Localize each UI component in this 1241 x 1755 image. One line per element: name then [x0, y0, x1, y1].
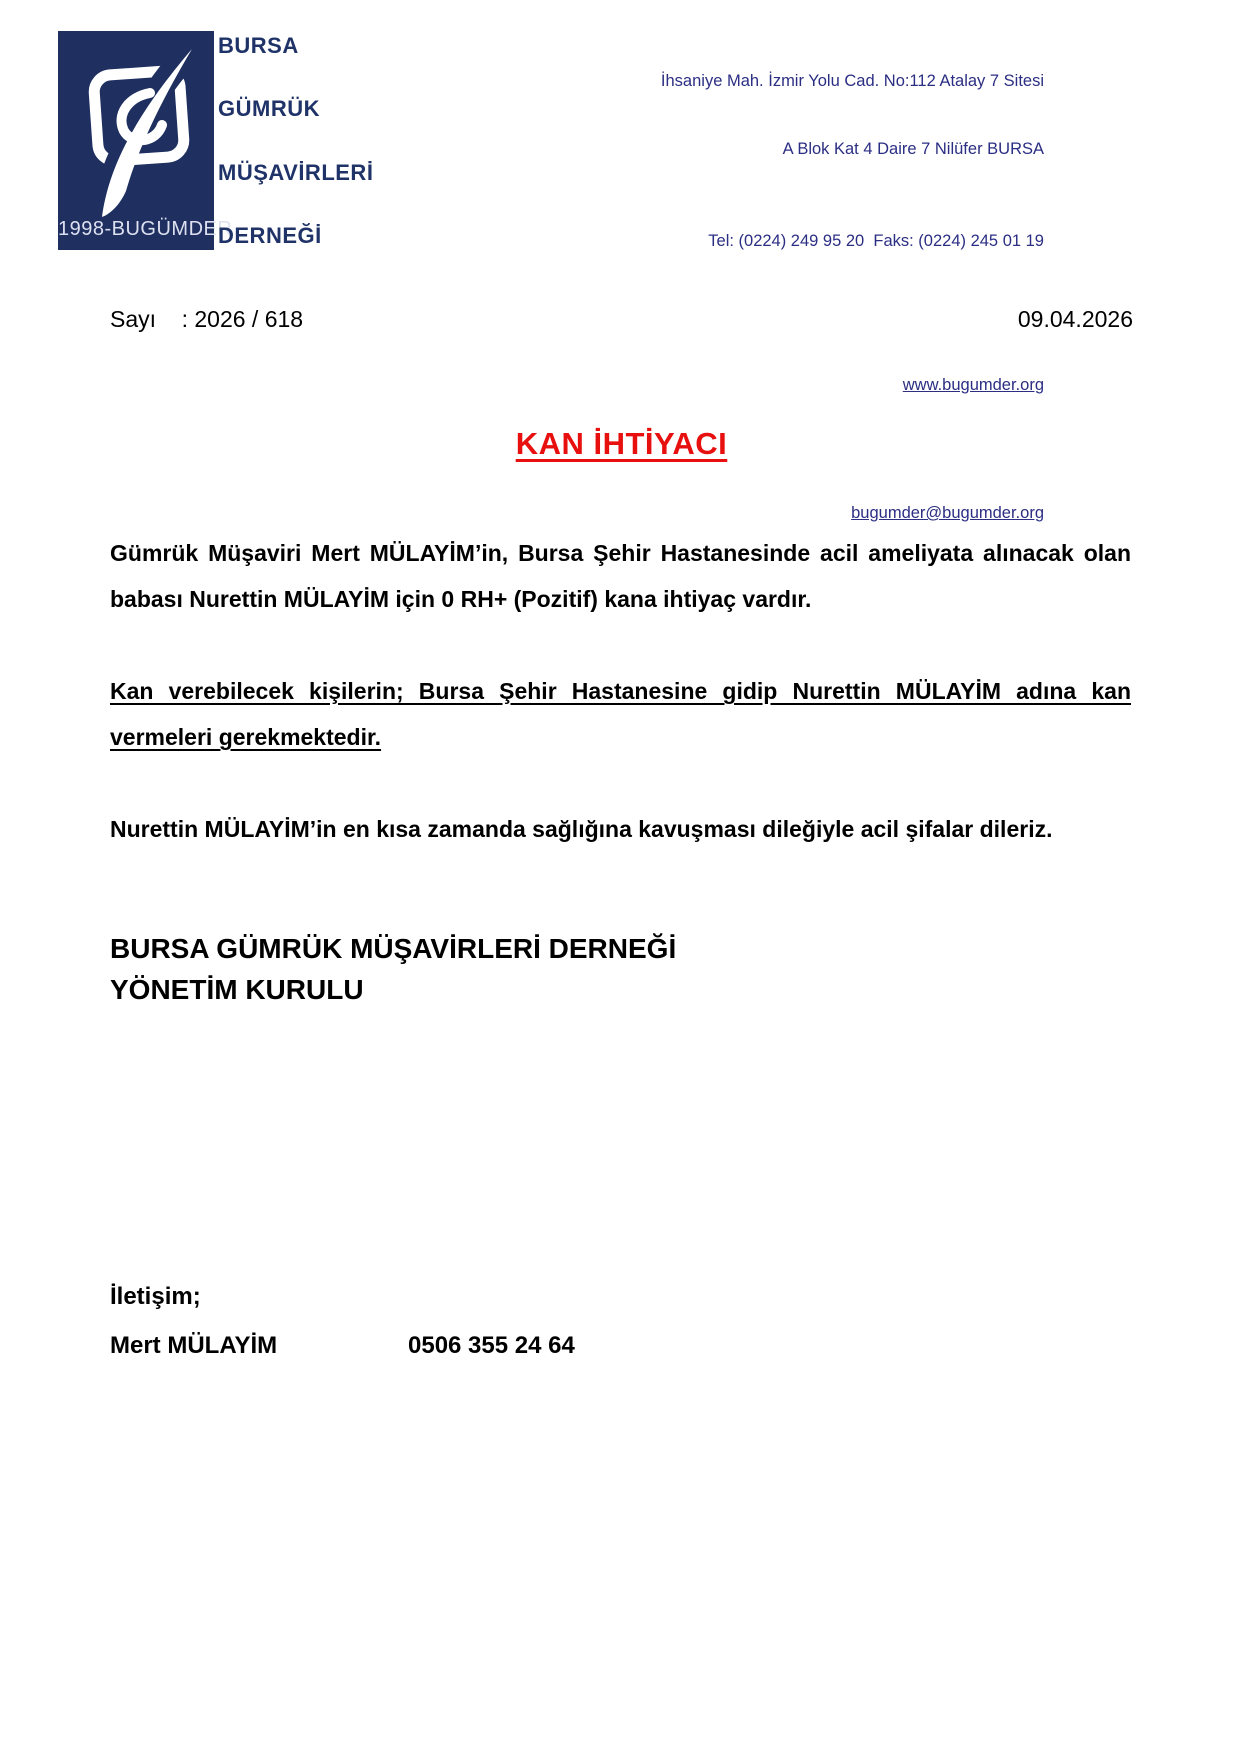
- body-paragraph-1: Gümrük Müşaviri Mert MÜLAYİM’in, Bursa Şehir Hastanesinde acil ameliyata alınacak olan babası Nurettin MÜLAYİM için 0 RH+ (Pozitif) kana ihtiyaç vardır.: [110, 540, 1131, 612]
- org-logo-icon: [58, 31, 214, 221]
- body-paragraph-3: Nurettin MÜLAYİM’in en kısa zamanda sağlığına kavuşması dileğiyle acil şifalar dileriz.: [110, 816, 1053, 842]
- address-line-2: A Blok Kat 4 Daire 7 Nilüfer BURSA: [782, 140, 1044, 158]
- contact-name: Mert MÜLAYİM: [110, 1332, 278, 1359]
- reference-row: [110, 306, 1133, 333]
- signature-line-2: YÖNETİM KURULU: [110, 974, 364, 1005]
- phone-fax-line: Tel: (0224) 249 95 20 Faks: (0224) 245 01 19: [708, 232, 1044, 250]
- org-logo: [58, 31, 233, 250]
- reference-number: Sayı : 2026 / 618: [110, 306, 304, 332]
- body-paragraph-2: Kan verebilecek kişilerin; Bursa Şehir Hastanesine gidip Nurettin MÜLAYİM adına kan vermeleri gerekmektedir.: [110, 678, 1131, 750]
- signature-block: [110, 928, 676, 1010]
- logo-caption: 1998-BUGÜMDER: [58, 218, 233, 240]
- website-link[interactable]: www.bugumder.org: [902, 376, 1044, 394]
- signature-line-1: BURSA GÜMRÜK MÜŞAVİRLERİ DERNEĞİ: [110, 933, 677, 964]
- org-name-line-3: MÜŞAVİRLERİ: [218, 159, 374, 185]
- document-title: KAN İHTİYACI: [515, 426, 728, 461]
- contact-phone: 0506 355 24 64: [408, 1332, 575, 1359]
- address-line-1: İhsaniye Mah. İzmir Yolu Cad. No:112 Atalay 7 Sitesi: [660, 72, 1044, 90]
- org-name: [218, 33, 373, 249]
- contact-label: İletişim;: [110, 1283, 201, 1310]
- document-body: [110, 530, 1131, 898]
- email-link[interactable]: bugumder@bugumder.org: [851, 504, 1044, 522]
- org-name-line-4: DERNEĞİ: [218, 222, 322, 248]
- document-date: 09.04.2026: [1017, 306, 1133, 332]
- org-name-line-2: GÜMRÜK: [218, 96, 320, 122]
- footer-contact-block: [110, 1283, 575, 1360]
- org-name-line-1: BURSA: [218, 33, 299, 58]
